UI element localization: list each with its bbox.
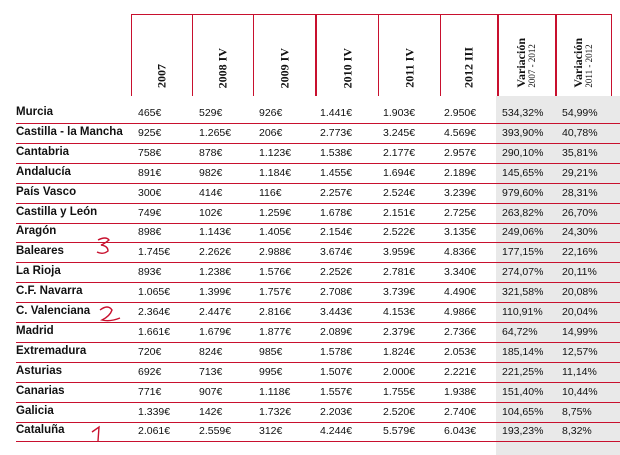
- table-cell: 758€: [138, 146, 162, 159]
- table-cell: 54,99%: [562, 107, 598, 119]
- table-cell: 2.781€: [383, 266, 416, 279]
- table-cell: 26,70%: [562, 206, 598, 219]
- table-cell: 749€: [138, 206, 162, 219]
- table-cell: 2.522€: [383, 226, 416, 239]
- table-cell: 824€: [199, 345, 223, 358]
- column-header-label: 2010 IV: [340, 47, 354, 88]
- table-cell: 177,15%: [502, 246, 544, 259]
- region-name: Andalucía: [16, 165, 71, 178]
- table-cell: 2.957€: [444, 146, 477, 159]
- table-cell: 1.661€: [138, 325, 171, 338]
- table-cell: 393,90%: [502, 126, 544, 139]
- table-cell: 2.262€: [199, 246, 232, 259]
- table-cell: 2.725€: [444, 206, 477, 219]
- table-cell: 2.189€: [444, 166, 477, 179]
- column-header-sublabel: 2007 - 2012: [527, 44, 537, 88]
- table-cell: 1.143€: [199, 226, 232, 239]
- table-cell: 1.557€: [320, 385, 353, 398]
- table-cell: 2.177€: [383, 146, 416, 159]
- table-cell: 2.559€: [199, 425, 232, 438]
- table-cell: 2.708€: [320, 286, 353, 299]
- table-cell: 1.578€: [320, 345, 353, 358]
- region-name: Asturias: [16, 364, 63, 377]
- region-name: Baleares: [16, 245, 64, 258]
- table-cell: 1.405€: [259, 226, 292, 239]
- table-cell: 534,32%: [502, 107, 544, 119]
- table-cell: 3.443€: [320, 306, 353, 318]
- table-cell: 3.245€: [383, 126, 416, 139]
- region-name: País Vasco: [16, 185, 77, 198]
- table-cell: 8,32%: [562, 425, 592, 438]
- table-cell: 985€: [259, 345, 283, 358]
- table-cell: 2.950€: [444, 107, 477, 119]
- column-header-label: 2008 IV: [215, 47, 230, 88]
- table-cell: 22,16%: [562, 246, 598, 259]
- table-cell: 1.339€: [138, 405, 171, 418]
- table-cell: 2.736€: [444, 325, 477, 338]
- table-cell: 29,21%: [562, 166, 598, 179]
- table-cell: 2.089€: [320, 325, 353, 338]
- table-cell: 2.053€: [444, 345, 477, 358]
- table-cell: 1.757€: [259, 286, 292, 299]
- table-cell: 2.000€: [383, 365, 416, 378]
- region-name: Aragón: [16, 225, 57, 238]
- table-cell: 893€: [138, 266, 162, 279]
- table-cell: 321,58%: [502, 286, 544, 299]
- region-name: C.F. Navarra: [16, 285, 83, 298]
- table-cell: 116€: [259, 186, 282, 199]
- table-cell: 312€: [259, 425, 283, 438]
- table-cell: 5.579€: [383, 425, 416, 438]
- table-cell: 35,81%: [562, 146, 598, 159]
- table-cell: 206€: [259, 126, 283, 139]
- region-name: C. Valenciana: [16, 305, 91, 317]
- table-cell: 110,91%: [502, 306, 543, 318]
- table-cell: 1.877€: [259, 325, 292, 338]
- table-cell: 40,78%: [562, 126, 598, 139]
- table-cell: 925€: [138, 126, 162, 139]
- table-cell: 2.520€: [383, 405, 416, 418]
- table-cell: 6.043€: [444, 425, 477, 438]
- table-cell: 1.732€: [259, 405, 292, 418]
- table-cell: 529€: [199, 107, 223, 119]
- table-cell: 2.154€: [320, 226, 353, 239]
- table-cell: 1.441€: [320, 107, 353, 119]
- table-cell: 1.259€: [259, 206, 292, 219]
- table-cell: 878€: [199, 146, 223, 159]
- table-cell: 24,30%: [562, 226, 598, 239]
- table-cell: 1.118€: [259, 385, 291, 398]
- table-cell: 891€: [138, 166, 162, 179]
- table-cell: 4.490€: [444, 286, 477, 299]
- table-cell: 1.938€: [444, 385, 477, 398]
- table-cell: 221,25%: [502, 365, 544, 378]
- table-cell: 2.816€: [259, 306, 292, 318]
- table-cell: 2.252€: [320, 266, 353, 279]
- column-header-label: Variación: [514, 38, 528, 88]
- table-cell: 142€: [199, 405, 223, 418]
- table-cell: 145,65%: [502, 166, 544, 179]
- table-cell: 64,72%: [502, 325, 538, 338]
- table-cell: 4.836€: [444, 246, 477, 259]
- table-cell: 2.061€: [138, 425, 171, 438]
- table-cell: 2.221€: [444, 365, 477, 378]
- table-cell: 926€: [259, 107, 283, 119]
- table-cell: 4.244€: [320, 425, 353, 438]
- table-cell: 2.740€: [444, 405, 477, 418]
- table-cell: 1.745€: [138, 246, 171, 259]
- table-cell: 1.399€: [199, 286, 232, 299]
- table-cell: 2.257€: [320, 186, 353, 199]
- table-cell: 465€: [138, 107, 162, 119]
- table-cell: 1.507€: [320, 365, 353, 378]
- table-cell: 20,11%: [562, 266, 597, 279]
- column-header-label: 2007: [154, 64, 169, 88]
- table-cell: 1.678€: [320, 206, 353, 219]
- region-name: Cataluña: [16, 424, 65, 437]
- region-name: Madrid: [16, 324, 54, 337]
- column-header-label: 2009 IV: [277, 47, 291, 88]
- table-cell: 1.538€: [320, 146, 353, 159]
- table-cell: 290,10%: [502, 146, 544, 159]
- table-cell: 1.694€: [383, 166, 416, 179]
- region-name: Canarias: [16, 384, 65, 397]
- table-cell: 1.755€: [383, 385, 416, 398]
- column-header-sublabel: 2011 - 2012: [584, 44, 594, 88]
- table-cell: 8,75%: [562, 405, 592, 418]
- column-header-label: 2012 III: [461, 46, 476, 88]
- table-cell: 193,23%: [502, 425, 544, 438]
- table-cell: 2.773€: [320, 126, 353, 139]
- handwritten-3-mark: [97, 238, 109, 253]
- table-cell: 2.379€: [383, 325, 416, 338]
- table-cell: 414€: [199, 186, 223, 199]
- table-cell: 713€: [199, 365, 223, 378]
- table-cell: 185,14%: [502, 345, 544, 358]
- table-cell: 12,57%: [562, 345, 598, 358]
- region-name: La Rioja: [16, 265, 61, 278]
- region-name: Extremadura: [16, 344, 87, 357]
- table-cell: 720€: [138, 345, 162, 358]
- table-cell: 10,44%: [562, 385, 598, 398]
- region-name: Murcia: [16, 106, 54, 118]
- table-cell: 907€: [199, 385, 223, 398]
- table-cell: 11,14%: [562, 365, 597, 378]
- table-cell: 2.364€: [138, 306, 171, 318]
- table-cell: 3.340€: [444, 266, 477, 279]
- table-cell: 274,07%: [502, 266, 544, 279]
- table-cell: 2.151€: [383, 206, 416, 219]
- table-cell: 1.824€: [383, 345, 416, 358]
- table-cell: 3.739€: [383, 286, 416, 299]
- table-cell: 249,06%: [502, 226, 544, 239]
- table-cell: 1.123€: [259, 146, 292, 159]
- table-cell: 1.265€: [199, 126, 232, 139]
- region-name: Castilla - la Mancha: [16, 125, 123, 138]
- table-cell: 2.203€: [320, 405, 353, 418]
- table-cell: 979,60%: [502, 186, 544, 199]
- table-cell: 692€: [138, 365, 162, 378]
- table-cell: 1.455€: [320, 166, 353, 179]
- table-cell: 1.903€: [383, 107, 416, 119]
- table-cell: 3.959€: [383, 246, 416, 259]
- table-cell: 3.135€: [444, 226, 477, 239]
- table-cell: 2.524€: [383, 186, 416, 199]
- table-cell: 1.065€: [138, 286, 171, 299]
- table-cell: 28,31%: [562, 186, 598, 199]
- handwritten-1-mark: [92, 427, 99, 441]
- region-name: Cantabria: [16, 145, 70, 158]
- table-cell: 4.986€: [444, 306, 477, 318]
- table-cell: 995€: [259, 365, 283, 378]
- table-cell: 2.988€: [259, 246, 292, 259]
- table-cell: 104,65%: [502, 405, 544, 418]
- table-cell: 102€: [199, 206, 223, 219]
- table-cell: 982€: [199, 166, 223, 179]
- table-cell: 20,08%: [562, 286, 598, 299]
- table-cell: 1.238€: [199, 266, 232, 279]
- table-cell: 20,04%: [562, 306, 598, 318]
- region-name: Castilla y León: [16, 205, 98, 218]
- region-name: Galicia: [16, 404, 54, 417]
- column-header-label: Variación: [571, 38, 585, 88]
- table-cell: 4.569€: [444, 126, 477, 139]
- table-cell: 300€: [138, 186, 162, 199]
- table-cell: 2.447€: [199, 306, 232, 318]
- table-cell: 3.674€: [320, 246, 353, 259]
- table-cell: 14,99%: [562, 325, 598, 338]
- table-cell: 898€: [138, 226, 162, 239]
- table-cell: 263,82%: [502, 206, 544, 219]
- table-cell: 1.184€: [259, 166, 292, 179]
- table-cell: 1.679€: [199, 325, 232, 338]
- table-cell: 771€: [138, 385, 162, 398]
- table-cell: 151,40%: [502, 385, 544, 398]
- handwritten-2-mark: [100, 307, 120, 321]
- table-cell: 3.239€: [444, 186, 477, 199]
- table-cell: 4.153€: [383, 306, 416, 318]
- table-cell: 1.576€: [259, 266, 292, 279]
- column-header-label: 2011 IV: [402, 48, 416, 88]
